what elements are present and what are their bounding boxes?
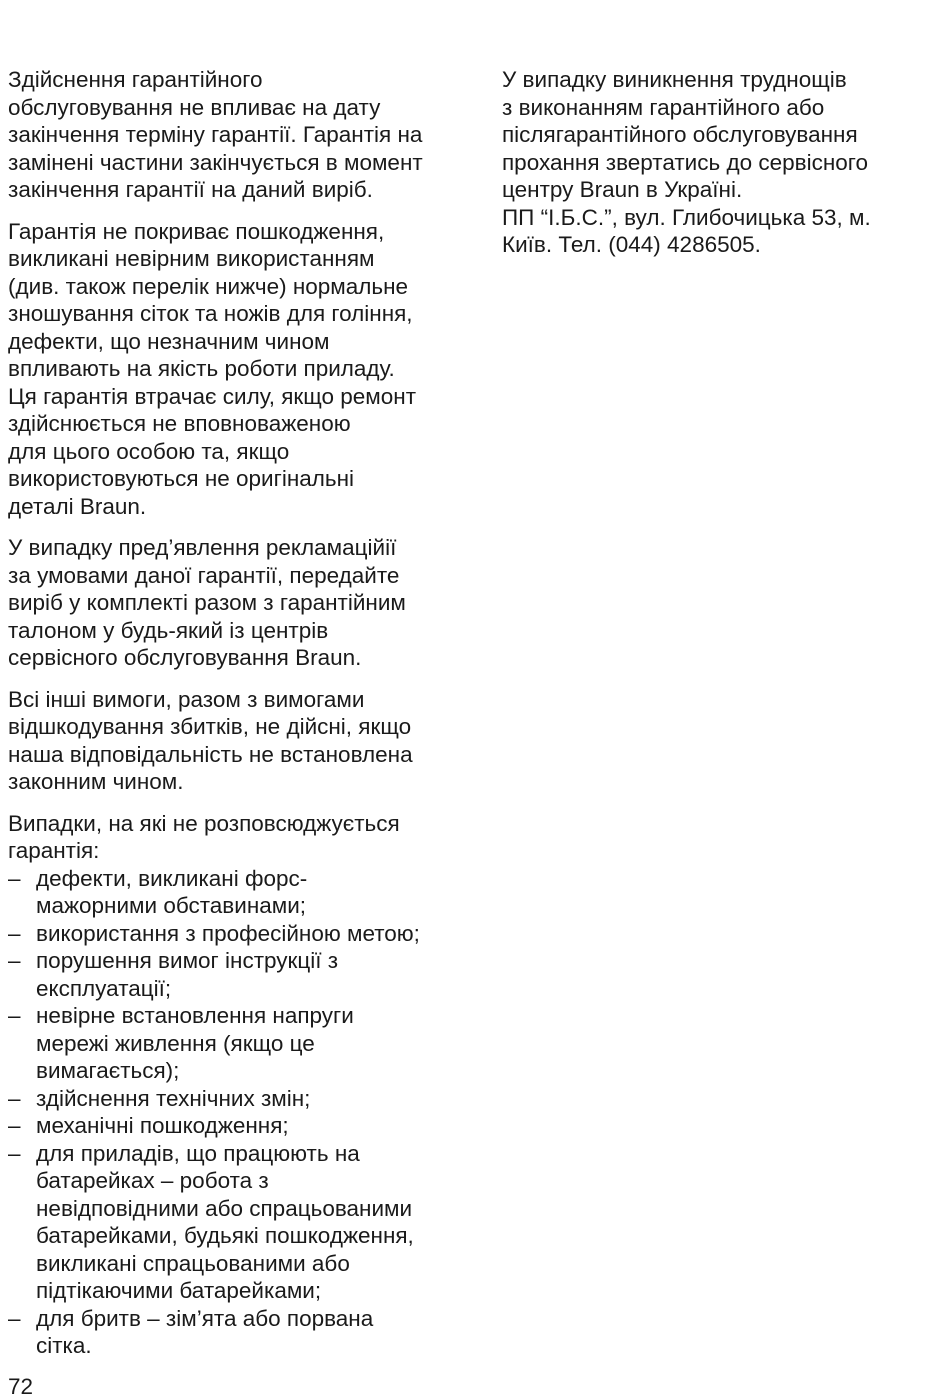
- other-claims-paragraph: Всі інші вимоги, разом з вимогами відшкодування збитків, не дійсні, якщо наша відповідальність не встановлена законним чином.: [8, 686, 413, 794]
- list-dash: –: [8, 865, 21, 891]
- list-item-text: використання з професійною метою;: [36, 920, 420, 946]
- list-item: [8, 1140, 478, 1305]
- list-item-text: невірне встановлення напруги мережі живлення (якщо це вимагається);: [36, 1003, 354, 1083]
- page-number: 72: [8, 1374, 34, 1399]
- list-dash: –: [8, 1140, 21, 1166]
- list-item-text: порушення вимог інструкції з експлуатації;: [36, 948, 339, 1001]
- list-item-text: дефекти, викликані форс- мажорними обставинами;: [36, 865, 308, 918]
- list-item-text: механічні пошкодження;: [36, 1113, 289, 1138]
- list-dash: –: [8, 948, 21, 973]
- claim-procedure-paragraph: У випадку пред’явлення рекламаційії за умовами даної гарантії, передайте виріб у комплекті разом з гарантійним талоном у будь-який із центрів сервісного обслуговування Braun.: [8, 535, 406, 670]
- exclusion-cases-intro: Випадки, на які не розповсюджується гарантія:: [8, 810, 400, 863]
- list-dash: –: [8, 1113, 21, 1138]
- warranty-date-paragraph: Здійснення гарантійного обслуговування не впливає на дату закінчення терміну гарантії. Гарантія на замінені частини закінчується в момент закінчення гарантії на даний виріб.: [8, 67, 423, 202]
- list-item: [8, 947, 478, 1002]
- list-item: [8, 1002, 478, 1085]
- warranty-exclusions-paragraph: Гарантія не покриває пошкодження, викликані невірним використанням (див. також перелік нижче) нормальне зношування сіток та ножів для гоління, дефекти, що незначним чином впливають на якість роботи приладу. Ця гарантія втрачає силу, якщо ремонт здійснюється не вповноваженою для цього особою та, якщо використовуються не оригінальні деталі Braun.: [8, 218, 416, 519]
- list-item-text: здійснення технічних змін;: [36, 1085, 311, 1111]
- list-dash: –: [8, 1003, 21, 1028]
- list-dash: –: [8, 1085, 21, 1111]
- left-column: [8, 66, 478, 1360]
- exclusion-list: [8, 865, 478, 1360]
- right-column: [502, 66, 942, 273]
- list-item-text: для приладів, що працюють на батарейках – робота з невідповідними або спрацьованими батарейками, будьякі пошкодження, викликані спрацьованими або підтікаючими батарейками;: [36, 1140, 414, 1303]
- list-dash: –: [8, 1305, 21, 1331]
- service-center-paragraph: У випадку виникнення труднощів з виконанням гарантійного або післягарантійного обслуговування прохання звертатись до сервісного центру Braun в Україні. ПП “І.Б.С.”, вул. Глибочицька 53, м. Київ. Тел. (044) 4286505.: [502, 67, 871, 257]
- list-item: [8, 1112, 478, 1140]
- list-item: [8, 920, 478, 948]
- list-item: [8, 1085, 478, 1113]
- list-item: [8, 1305, 478, 1360]
- list-dash: –: [8, 920, 21, 946]
- list-item: [8, 865, 478, 920]
- list-item-text: для бритв – зім’ята або порвана сітка.: [36, 1305, 374, 1358]
